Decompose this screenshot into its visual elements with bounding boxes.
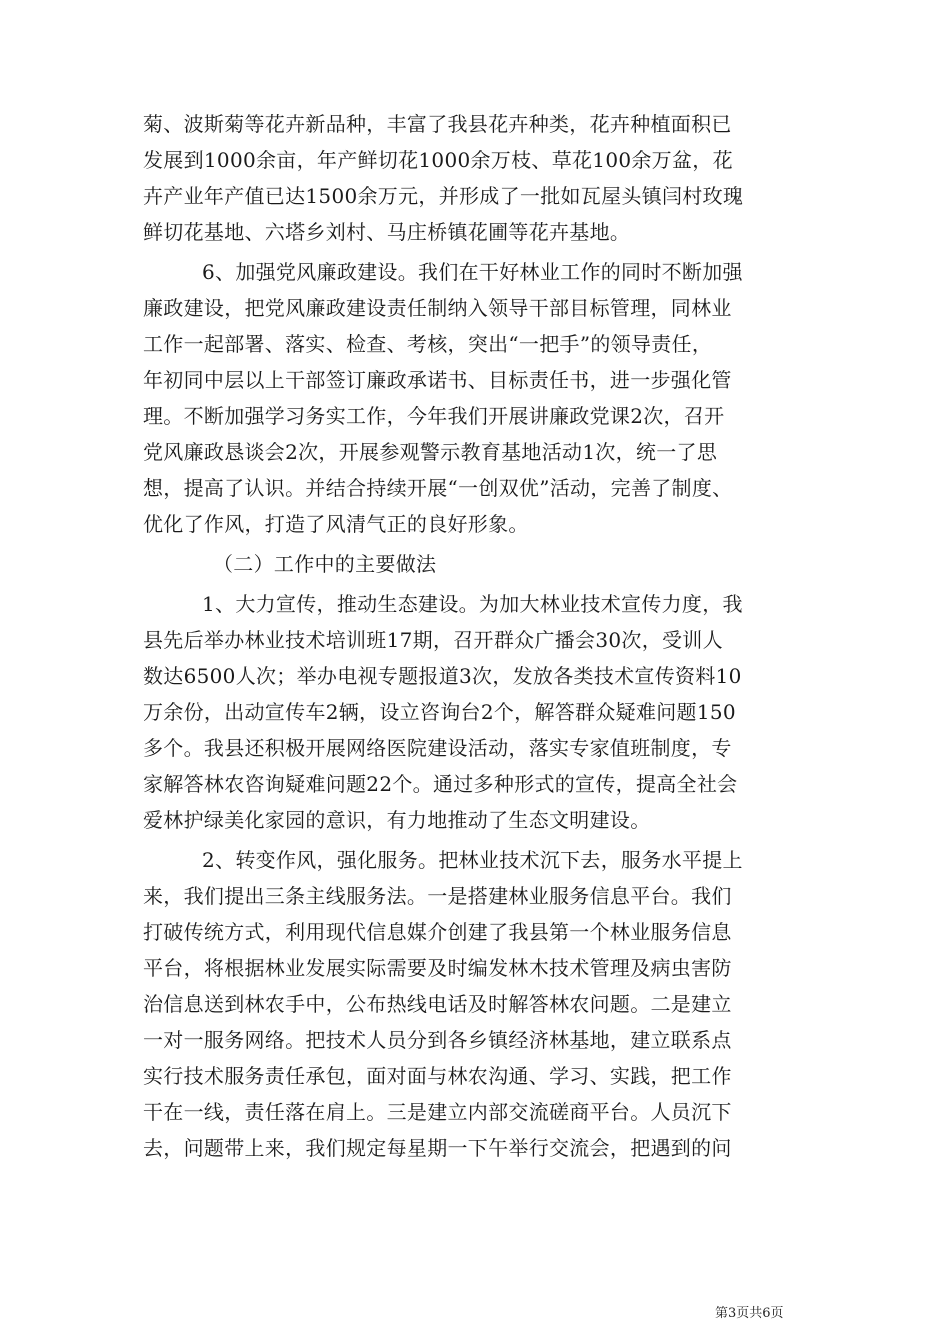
text-line: 2、转变作风，强化服务。把林业技术沉下去，服务水平提上 bbox=[202, 848, 743, 872]
text-line: 去，问题带上来，我们规定每星期一下午举行交流会，把遇到的问 bbox=[143, 1136, 732, 1160]
text-line: 干在一线，责任落在肩上。三是建立内部交流磋商平台。人员沉下 bbox=[143, 1100, 732, 1124]
text-line: 一对一服务网络。把技术人员分到各乡镇经济林基地，建立联系点 bbox=[143, 1028, 732, 1052]
text-line: 想，提高了认识。并结合持续开展“一创双优”活动，完善了制度、 bbox=[143, 476, 733, 500]
text-line: 打破传统方式，利用现代信息媒介创建了我县第一个林业服务信息 bbox=[143, 920, 732, 944]
text-line: 工作一起部署、落实、检查、考核，突出“一把手”的领导责任， bbox=[143, 332, 713, 356]
text-line: 数达6500人次；举办电视专题报道3次，发放各类技术宣传资料10 bbox=[143, 664, 742, 688]
text-line: 县先后举办林业技术培训班17期，召开群众广播会30次，受训人 bbox=[143, 628, 723, 652]
text-line: 党风廉政恳谈会2次，开展参观警示教育基地活动1次，统一了思 bbox=[143, 440, 718, 464]
text-line: 6、加强党风廉政建设。我们在干好林业工作的同时不断加强 bbox=[202, 260, 743, 284]
text-line: 理。不断加强学习务实工作，今年我们开展讲廉政党课2次，召开 bbox=[143, 404, 725, 428]
text-line: 治信息送到林农手中，公布热线电话及时解答林农问题。二是建立 bbox=[143, 992, 732, 1016]
text-line: 多个。我县还积极开展网络医院建设活动，落实专家值班制度，专 bbox=[143, 736, 732, 760]
text-line: 爱林护绿美化家园的意识，有力地推动了生态文明建设。 bbox=[143, 808, 651, 832]
text-line: 平台，将根据林业发展实际需要及时编发林木技术管理及病虫害防 bbox=[143, 956, 732, 980]
text-line: 来，我们提出三条主线服务法。一是搭建林业服务信息平台。我们 bbox=[143, 884, 732, 908]
text-line: （二）工作中的主要做法 bbox=[213, 552, 437, 576]
text-line: 实行技术服务责任承包，面对面与林农沟通、学习、实践，把工作 bbox=[143, 1064, 732, 1088]
text-line: 鲜切花基地、六塔乡刘村、马庄桥镇花圃等花卉基地。 bbox=[143, 220, 631, 244]
text-line: 廉政建设，把党风廉政建设责任制纳入领导干部目标管理，同林业 bbox=[143, 296, 732, 320]
text-line: 菊、波斯菊等花卉新品种，丰富了我县花卉种类，花卉种植面积已 bbox=[143, 112, 732, 136]
page-number: 第3页共6页 bbox=[715, 1306, 784, 1321]
text-line: 家解答林农咨询疑难问题22个。通过多种形式的宣传，提高全社会 bbox=[143, 772, 738, 796]
text-line: 万余份，出动宣传车2辆，设立咨询台2个，解答群众疑难问题150 bbox=[143, 700, 736, 724]
text-line: 年初同中层以上干部签订廉政承诺书、目标责任书，进一步强化管 bbox=[143, 368, 732, 392]
text-line: 发展到1000余亩，年产鲜切花1000余万枝、草花100余万盆，花 bbox=[143, 148, 733, 172]
text-line: 优化了作风，打造了风清气正的良好形象。 bbox=[143, 512, 529, 536]
text-line: 1、大力宣传，推动生态建设。为加大林业技术宣传力度，我 bbox=[202, 592, 743, 616]
text-line: 卉产业年产值已达1500余万元，并形成了一批如瓦屋头镇闫村玫瑰 bbox=[143, 184, 744, 208]
